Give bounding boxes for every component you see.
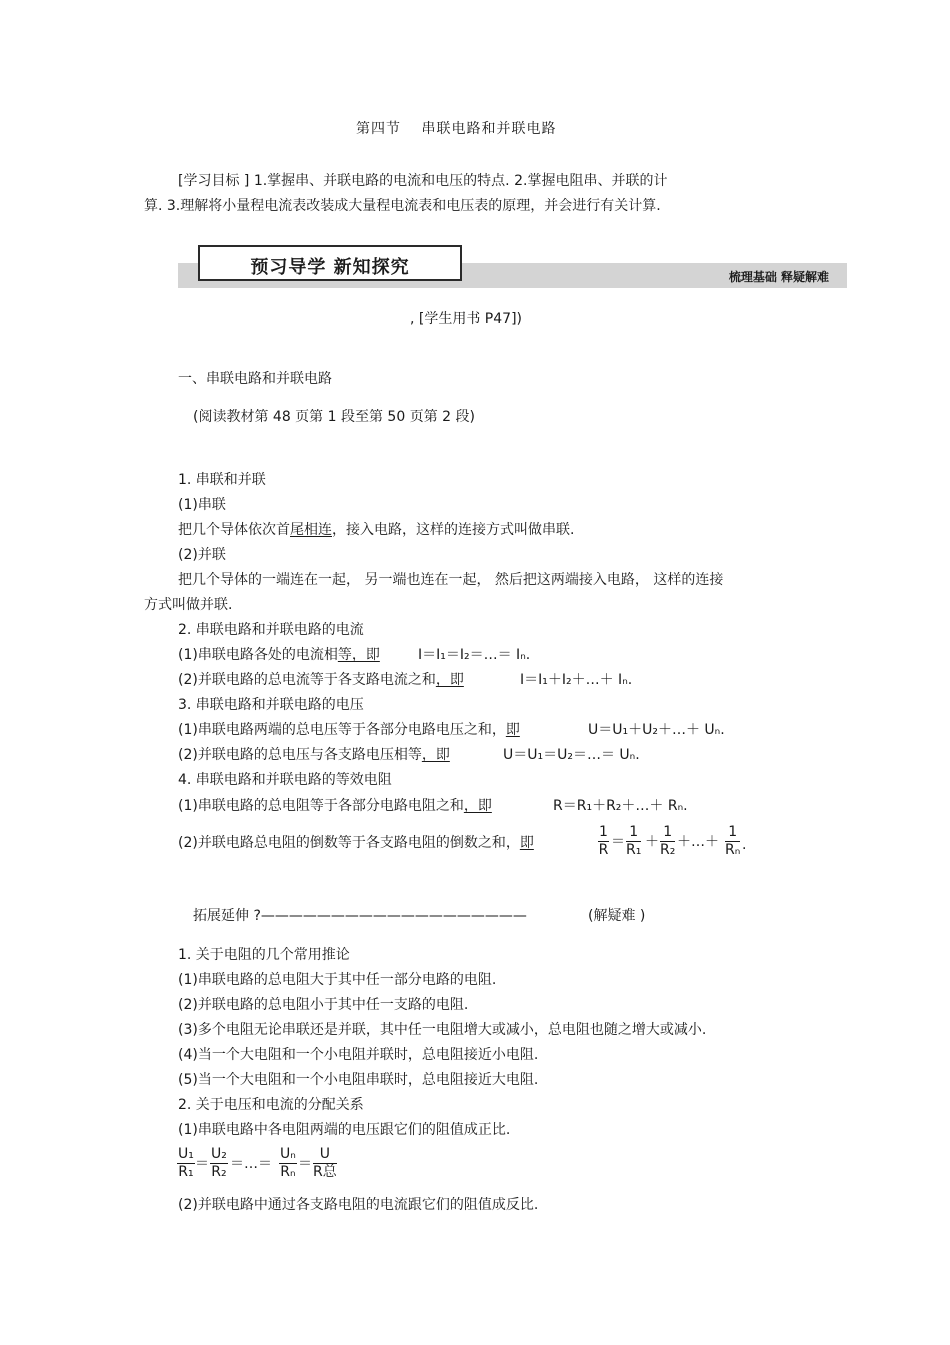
equals-sign: ＝ — [195, 1156, 209, 1172]
fraction-numerator: 1 — [626, 824, 641, 842]
plus-sign: ＋ — [645, 834, 659, 850]
fraction-denominator: R — [598, 842, 609, 858]
book-reference: , [学生用书 P47]) — [410, 311, 522, 327]
parallel-voltage-formula: U＝U₁＝U₂＝…＝ Uₙ. — [503, 747, 640, 763]
series-label: (1)串联 — [178, 497, 226, 513]
parallel-label: (2)并联 — [178, 547, 226, 563]
period: . — [742, 837, 747, 853]
fraction-denominator: Rₙ — [280, 1164, 296, 1180]
plus-ellipsis: ＋…＋ — [677, 834, 719, 850]
fraction-1-over-r2 — [660, 824, 675, 859]
series-def-pre: 把几个导体依次首 — [178, 522, 290, 538]
fraction-1-over-rn — [725, 824, 740, 859]
parallel-resistance-pre: (2)并联电路总电阻的倒数等于各支路电阻的倒数之和， — [178, 835, 520, 851]
reading-note: (阅读教材第 48 页第 1 段至第 50 页第 2 段) — [193, 409, 475, 425]
parallel-current-text — [178, 671, 464, 689]
fraction-un-over-rn — [279, 1146, 297, 1181]
inference-item: (3)多个电阻无论串联还是并联，其中任一电阻增大或减小，总电阻也随之增大或减小. — [178, 1022, 707, 1038]
fraction-numerator: Uₙ — [280, 1146, 296, 1162]
objectives-line-1: [学习目标 ] 1.掌握串、并联电路的电流和电压的特点. 2.掌握电阻串、并联的计 — [178, 173, 668, 189]
fraction-numerator: U₁ — [178, 1146, 194, 1162]
parallel-resistance-text — [178, 834, 534, 852]
current-distribution-text: (2)并联电路中通过各支路电阻的电流跟它们的阻值成反比. — [178, 1197, 539, 1213]
extension-heading: 拓展延伸 ?——————————————————— — [193, 908, 527, 924]
fraction-numerator: 1 — [660, 824, 675, 842]
parallel-definition-2: 方式叫做并联. — [144, 597, 233, 613]
objectives-line-2: 算. 3.理解将小量程电流表改装成大量程电流表和电压表的原理，并会进行有关计算. — [144, 198, 661, 214]
series-current-key: 等，即 — [337, 647, 380, 663]
parallel-resistance-key: 即 — [519, 835, 534, 851]
parallel-current-pre: (2)并联电路的总电流等于各支路电流之和 — [178, 672, 436, 688]
section-heading: 一、串联电路和并联电路 — [178, 371, 332, 387]
series-current-text — [178, 646, 380, 664]
equals-ellipsis: ＝…＝ — [230, 1156, 272, 1172]
series-voltage-text — [178, 721, 520, 739]
parallel-voltage-pre: (2)并联电路的总电压与各支路电压相等 — [178, 747, 422, 763]
fraction-denominator: R₂ — [660, 842, 676, 858]
series-resistance-text — [178, 797, 492, 815]
inference-item: (4)当一个大电阻和一个小电阻并联时，总电阻接近小电阻. — [178, 1047, 539, 1063]
voltage-distribution-text: (1)串联电路中各电阻两端的电压跟它们的阻值成正比. — [178, 1122, 511, 1138]
extension-tag: (解疑难 ) — [588, 908, 646, 924]
equals-sign: ＝ — [298, 1156, 312, 1172]
series-resistance-key: ，即 — [463, 798, 492, 814]
parallel-voltage-text — [178, 746, 450, 764]
fraction-1-over-r1 — [626, 824, 641, 859]
parallel-definition-1: 把几个导体的一端连在一起， 另一端也连在一起， 然后把这两端接入电路， 这样的连接 — [178, 572, 724, 588]
fraction-numerator: 1 — [599, 824, 608, 840]
fraction-numerator: 1 — [725, 824, 740, 842]
banner-right-text: 梳理基础 释疑解难 — [728, 270, 829, 284]
point-2-heading: 2. 串联电路和并联电路的电流 — [178, 622, 364, 638]
series-voltage-formula: U＝U₁＋U₂＋…＋ Uₙ. — [588, 722, 725, 738]
fraction-u-over-rtotal — [313, 1146, 337, 1181]
fraction-denominator: Rₙ — [725, 842, 741, 858]
point-4-heading: 4. 串联电路和并联电路的等效电阻 — [178, 772, 392, 788]
extension-point-2-heading: 2. 关于电压和电流的分配关系 — [178, 1097, 364, 1113]
fraction-u2-over-r2 — [210, 1146, 228, 1181]
parallel-current-formula: I＝I₁＋I₂＋…＋ Iₙ. — [520, 672, 633, 688]
fraction-numerator: U₂ — [211, 1146, 227, 1162]
series-voltage-pre: (1)串联电路两端的总电压等于各部分电路电压之和， — [178, 722, 506, 738]
series-current-pre: (1)串联电路各处的电流相 — [178, 647, 338, 663]
series-definition — [178, 521, 574, 539]
fraction-u1-over-r1 — [177, 1146, 195, 1181]
page-title: 第四节 串联电路和并联电路 — [356, 121, 557, 137]
inference-item: (1)串联电路的总电阻大于其中任一部分电路的电阻. — [178, 972, 497, 988]
extension-point-1-heading: 1. 关于电阻的几个常用推论 — [178, 947, 350, 963]
fraction-1-over-r — [598, 824, 609, 859]
series-resistance-formula: R＝R₁＋R₂＋…＋ Rₙ. — [553, 798, 688, 814]
equals-sign: ＝ — [611, 834, 625, 850]
fraction-denominator: R₁ — [626, 842, 642, 858]
inference-item: (2)并联电路的总电阻小于其中任一支路的电阻. — [178, 997, 469, 1013]
series-def-post: ，接入电路，这样的连接方式叫做串联. — [332, 522, 575, 538]
banner-title: 预习导学 新知探究 — [250, 257, 410, 278]
fraction-denominator: R₂ — [211, 1164, 227, 1180]
point-1-heading: 1. 串联和并联 — [178, 472, 266, 488]
fraction-numerator: U — [313, 1146, 337, 1164]
fraction-denominator: R总 — [313, 1164, 337, 1180]
point-3-heading: 3. 串联电路和并联电路的电压 — [178, 697, 364, 713]
parallel-voltage-key: ，即 — [421, 747, 450, 763]
parallel-current-key: ，即 — [435, 672, 464, 688]
inference-item: (5)当一个大电阻和一个小电阻串联时，总电阻接近大电阻. — [178, 1072, 539, 1088]
series-voltage-key: 即 — [505, 722, 520, 738]
fraction-denominator: R₁ — [178, 1164, 194, 1180]
series-resistance-pre: (1)串联电路的总电阻等于各部分电路电阻之和 — [178, 798, 464, 814]
series-current-formula: I＝I₁＝I₂＝…＝ Iₙ. — [418, 647, 531, 663]
series-def-key: 尾相连 — [290, 522, 332, 538]
section-banner-box — [198, 245, 462, 281]
